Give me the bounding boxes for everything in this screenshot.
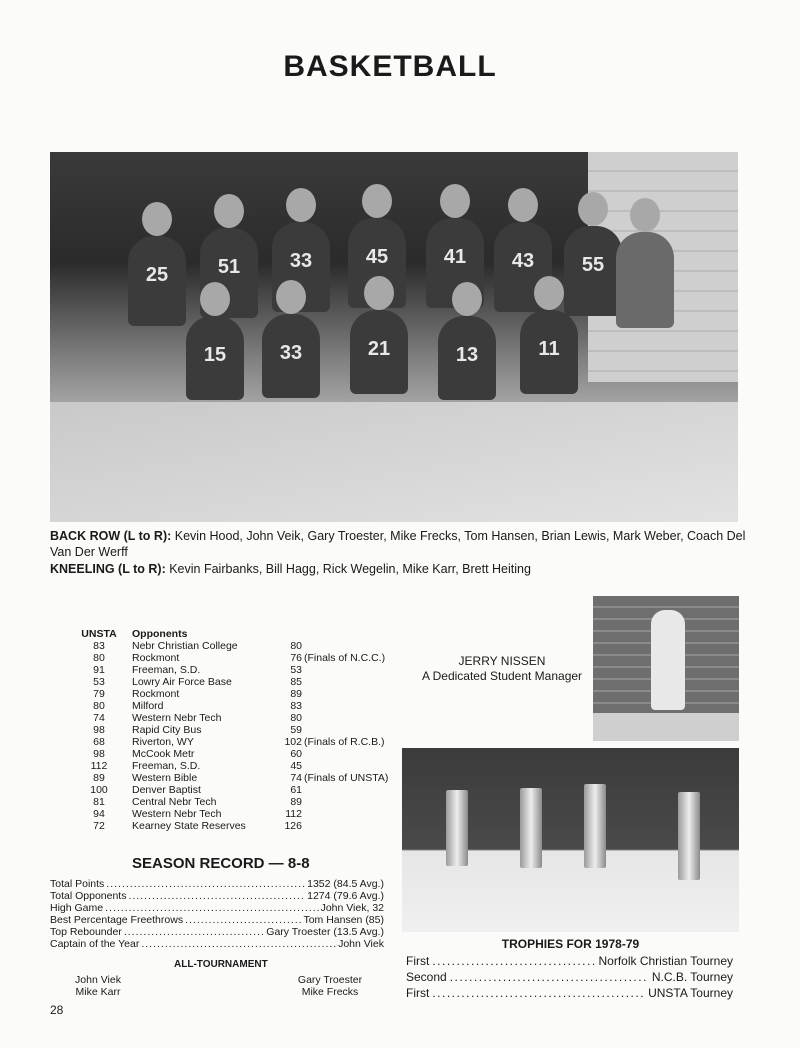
stat-value: John Viek, 32: [320, 902, 384, 914]
dot-leader: [450, 969, 649, 985]
stat-label: Best Percentage Freethrows: [50, 914, 184, 926]
dot-leader: [106, 878, 305, 890]
team-photo: [50, 152, 738, 522]
jersey-number: 33: [289, 250, 313, 272]
header-unsta: UNSTA: [81, 628, 117, 640]
result-note: (Finals of N.C.C.): [304, 652, 386, 664]
trophy-photo: [402, 748, 739, 932]
unsta-score: 68: [93, 736, 105, 748]
dot-leader: [432, 985, 645, 1001]
trophy-row: [406, 969, 733, 985]
trophy-4: [678, 792, 700, 880]
unsta-score: 79: [93, 688, 105, 700]
player-front-4: [438, 316, 496, 400]
player-back-7: [564, 226, 622, 316]
opponent-name: Kearney State Reserves: [132, 820, 246, 832]
jersey-number: 15: [203, 344, 227, 366]
stat-row: [50, 914, 384, 926]
opponent-name: Denver Baptist: [132, 784, 201, 796]
manager-caption: [410, 654, 594, 684]
stat-value: John Viek: [338, 938, 384, 950]
opponent-name: Rockmont: [132, 652, 180, 664]
manager-photo-floor: [593, 713, 739, 741]
opponent-score: 61: [290, 784, 302, 796]
jersey-number: 45: [365, 246, 389, 268]
unsta-score: 80: [93, 700, 105, 712]
trophy-row: [406, 985, 733, 1001]
opponent-score: 45: [290, 760, 302, 772]
all-tournament-left-1: John Viek: [75, 974, 121, 986]
dot-leader: [185, 914, 301, 926]
season-record-title: SEASON RECORD — 8-8: [132, 855, 310, 872]
page-title: BASKETBALL: [283, 50, 497, 83]
opponent-name: Milford: [132, 700, 164, 712]
opponent-score: 85: [290, 676, 302, 688]
unsta-score: 53: [93, 676, 105, 688]
photo-caption: [50, 528, 750, 577]
unsta-score: 94: [93, 808, 105, 820]
manager-figure: [651, 610, 685, 710]
jersey-number: 51: [217, 256, 241, 278]
unsta-score: 74: [93, 712, 105, 724]
manager-name: JERRY NISSEN: [458, 654, 546, 668]
opponent-score: 59: [290, 724, 302, 736]
jersey-number: 55: [581, 254, 605, 276]
unsta-score: 100: [90, 784, 108, 796]
jersey-number: 13: [455, 344, 479, 366]
opponent-score: 80: [290, 640, 302, 652]
opponent-score: 89: [290, 796, 302, 808]
stat-label: Captain of the Year: [50, 938, 140, 950]
jersey-number: 25: [145, 264, 169, 286]
season-stats: [50, 878, 384, 950]
unsta-score: 98: [93, 724, 105, 736]
opponent-score: 53: [290, 664, 302, 676]
unsta-score: 89: [93, 772, 105, 784]
jersey-number: 43: [511, 250, 535, 272]
trophy-place: Second: [406, 970, 447, 984]
opponent-score: 126: [284, 820, 302, 832]
unsta-score: 81: [93, 796, 105, 808]
stat-label: Total Points: [50, 878, 105, 890]
dot-leader: [141, 938, 336, 950]
stat-row: [50, 926, 384, 938]
stat-value: Gary Troester (13.5 Avg.): [266, 926, 384, 938]
stat-row: [50, 938, 384, 950]
opponent-name: Riverton, WY: [132, 736, 194, 748]
all-tournament-right-2: Mike Frecks: [301, 986, 359, 998]
page-number: 28: [50, 1003, 64, 1017]
stat-row: [50, 902, 384, 914]
trophy-row: [406, 953, 733, 969]
player-front-2: [262, 314, 320, 398]
stat-label: Top Rebounder: [50, 926, 122, 938]
player-front-3: [350, 310, 408, 394]
stat-label: High Game: [50, 902, 104, 914]
opponent-name: Nebr Christian College: [132, 640, 238, 652]
opponent-name: Freeman, S.D.: [132, 760, 201, 772]
jersey-number: 21: [367, 338, 391, 360]
unsta-score: 72: [93, 820, 105, 832]
caption-kneeling-row: [50, 561, 750, 577]
dot-leader: [432, 953, 595, 969]
opponent-score: 112: [285, 808, 302, 820]
caption-back-row: [50, 528, 750, 560]
trophy-event: Norfolk Christian Tourney: [598, 954, 733, 968]
opponent-name: Rapid City Bus: [132, 724, 202, 736]
jersey-number: 11: [538, 338, 560, 360]
stat-value: Tom Hansen (85): [303, 914, 384, 926]
opponent-score: 102: [284, 736, 302, 748]
photo-floor: [50, 402, 738, 522]
opponent-score: 76: [290, 652, 302, 664]
dot-leader: [105, 902, 318, 914]
trophy-1: [446, 790, 468, 866]
opponent-name: Western Nebr Tech: [132, 808, 222, 820]
unsta-score: 91: [93, 664, 105, 676]
manager-subtitle: A Dedicated Student Manager: [421, 669, 583, 683]
jersey-number: 41: [443, 246, 467, 268]
opponent-name: Rockmont: [132, 688, 180, 700]
stat-row: [50, 878, 384, 890]
kneeling-label: KNEELING (L to R):: [50, 562, 166, 576]
all-tournament-right-1: Gary Troester: [297, 974, 363, 986]
trophies-title: TROPHIES FOR 1978-79: [501, 937, 640, 951]
unsta-score: 98: [93, 748, 105, 760]
opponent-name: Western Bible: [132, 772, 198, 784]
opponent-score: 60: [290, 748, 302, 760]
trophy-3: [584, 784, 606, 868]
jersey-number: 33: [279, 342, 303, 364]
opponent-name: Lowry Air Force Base: [132, 676, 232, 688]
opponent-name: Western Nebr Tech: [132, 712, 222, 724]
unsta-score: 83: [93, 640, 105, 652]
all-tournament-left-2: Mike Karr: [75, 986, 121, 998]
opponent-name: Freeman, S.D.: [132, 664, 201, 676]
player-front-5: [520, 310, 578, 394]
opponent-score: 74: [290, 772, 302, 784]
player-back-1: [128, 236, 186, 326]
trophies-list: [406, 953, 733, 1001]
result-note: (Finals of UNSTA): [304, 772, 389, 784]
dot-leader: [124, 926, 264, 938]
unsta-score: 112: [90, 760, 108, 772]
stat-value: 1274 (79.6 Avg.): [307, 890, 384, 902]
manager-photo: [593, 596, 739, 741]
unsta-score: 80: [93, 652, 105, 664]
player-front-1: [186, 316, 244, 400]
back-row-label: BACK ROW (L to R):: [50, 529, 172, 543]
trophy-event: N.C.B. Tourney: [651, 970, 733, 984]
all-tournament-title: ALL-TOURNAMENT: [174, 959, 268, 970]
dot-leader: [128, 890, 305, 902]
stat-label: Total Opponents: [50, 890, 127, 902]
trophy-2: [520, 788, 542, 868]
stat-value: 1352 (84.5 Avg.): [307, 878, 384, 890]
opponent-score: 80: [290, 712, 302, 724]
trophy-place: First: [406, 986, 430, 1000]
opponent-score: 89: [290, 688, 302, 700]
coach: [616, 232, 674, 328]
opponent-score: 83: [290, 700, 302, 712]
trophy-place: First: [406, 954, 430, 968]
opponent-name: McCook Metr: [132, 748, 195, 760]
back-row-names: Kevin Hood, John Veik, Gary Troester, Mike Frecks, Tom Hansen, Brian Lewis, Mark Weber, Coach Del Van Der Werff: [50, 529, 746, 559]
result-note: (Finals of R.C.B.): [304, 736, 385, 748]
trophy-event: UNSTA Tourney: [648, 986, 733, 1000]
opponent-name: Central Nebr Tech: [132, 796, 217, 808]
kneeling-names: Kevin Fairbanks, Bill Hagg, Rick Wegelin, Mike Karr, Brett Heiting: [169, 562, 531, 576]
stat-row: [50, 890, 384, 902]
header-opponents: Opponents: [132, 628, 188, 640]
